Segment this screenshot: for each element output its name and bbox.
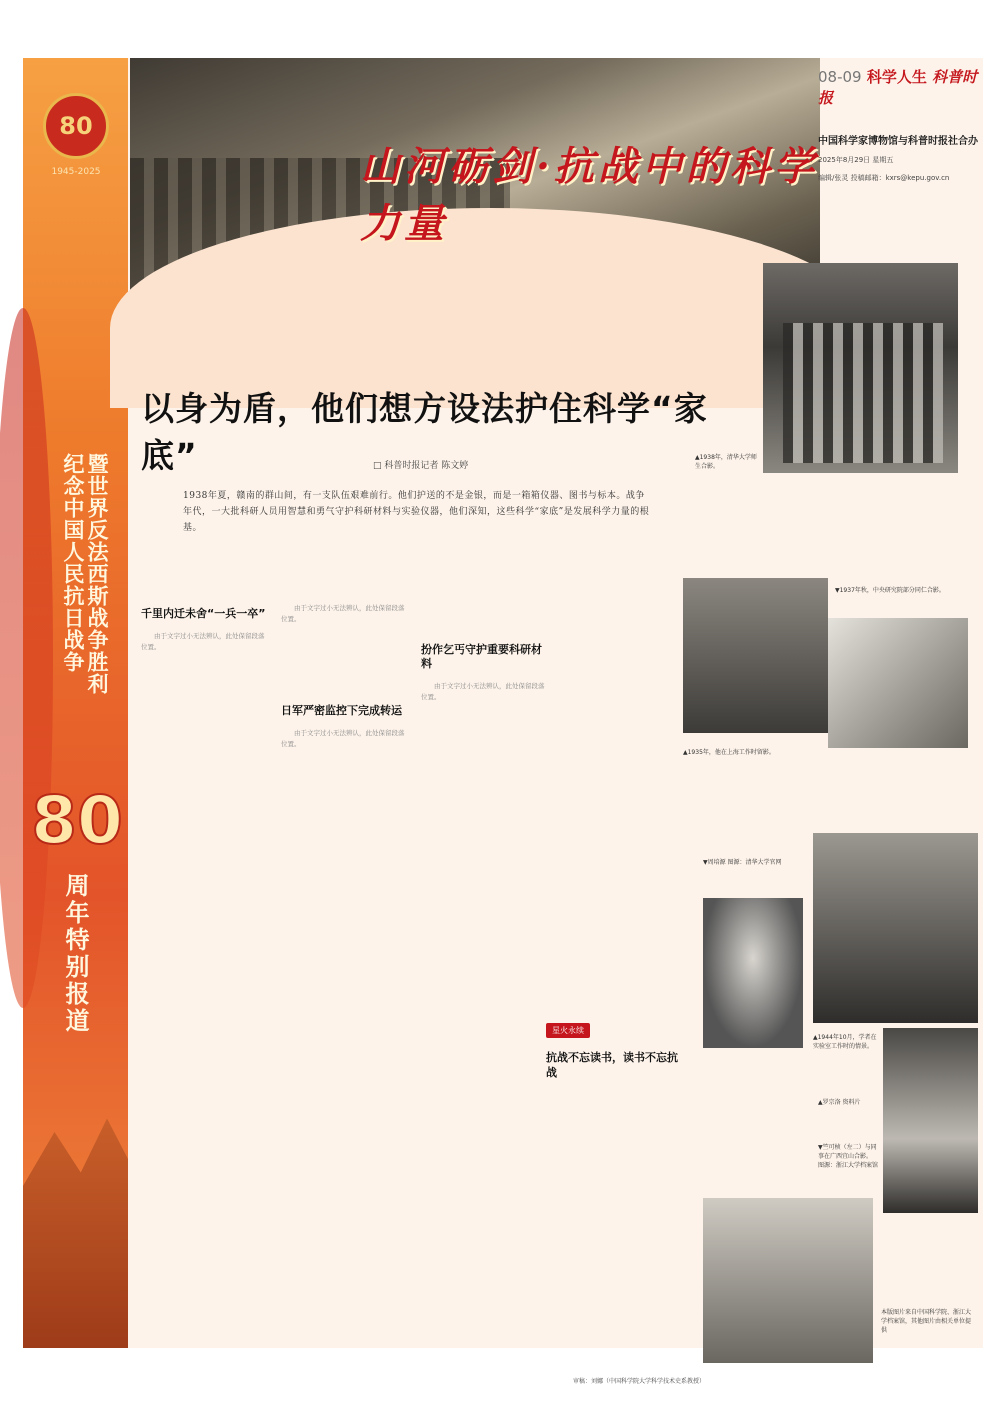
badge-years: 1945-2025 bbox=[51, 167, 101, 177]
badge-emblem bbox=[43, 93, 109, 159]
photo-figures bbox=[783, 323, 943, 463]
lead-paragraph: 1938年夏，赣南的群山间，有一支队伍艰难前行。他们护送的不是金银，而是一箱箱仪器、图书与标本。战争年代，一大批科研人员用智慧和勇气守护科研材料与实验仪器，他们深知，这些科学“家底”是发展科学力量的根基。 bbox=[183, 491, 650, 533]
editor-line: 编辑/张灵 投稿邮箱：kxrs@kepu.gov.cn bbox=[818, 174, 950, 182]
banner-line-2: 暨世界反法西斯战争胜利 bbox=[85, 453, 109, 695]
photo-portrait-scientist bbox=[828, 618, 968, 748]
photo-caption: ▼周培源 图源：清华大学官网 bbox=[703, 859, 782, 866]
photo-group-1938 bbox=[763, 263, 958, 473]
photo-portrait-luo bbox=[883, 1028, 978, 1213]
side-column bbox=[546, 1018, 682, 1080]
left-banner bbox=[23, 58, 128, 1348]
photo-caption: ▼竺可桢（左二）与同事在广西宜山合影。 图源：浙江大学档案馆 bbox=[818, 1144, 879, 1169]
photo-caption: ▲罗宗洛 资料片 bbox=[818, 1099, 861, 1106]
section-name: 科学人生 bbox=[866, 68, 927, 86]
photo-group-zhejiang bbox=[703, 1198, 873, 1363]
date-line: 2025年8月29日 星期五 bbox=[818, 156, 894, 164]
photo-portrait-zhou bbox=[703, 898, 803, 1048]
headline: 以身为盾，他们想方设法护住科学“家底” bbox=[141, 389, 708, 475]
photo-caption: ▲1935年，他在上海工作时留影。 bbox=[683, 749, 775, 756]
article-body bbox=[141, 603, 701, 1343]
sponsor-line: 中国科学家博物馆与科普时报社合办 bbox=[818, 136, 978, 147]
anniversary-badge bbox=[43, 93, 109, 243]
page-section-line bbox=[818, 66, 983, 108]
body-paragraph: 由于文字过小无法辨认，此处保留段落位置。 bbox=[421, 682, 545, 701]
banner-report: 周年特别报道 bbox=[61, 873, 89, 1035]
photo-caption: ▲1944年10月，学者在实验室工作时的情景。 bbox=[813, 1034, 877, 1050]
page-header bbox=[818, 66, 983, 183]
article-column-2 bbox=[281, 603, 409, 751]
side-title: 抗战不忘读书，读书不忘抗战 bbox=[546, 1051, 678, 1079]
article-column-1 bbox=[141, 603, 269, 654]
banner-title: 山河砺剑·抗战中的科学力量 bbox=[360, 143, 818, 247]
banner-80: 80 bbox=[31, 782, 123, 859]
ribbon-decoration bbox=[0, 308, 53, 1008]
section-heading: 千里内迁未舍“一兵一卒” bbox=[141, 607, 266, 620]
page-number: 08-09 bbox=[818, 68, 862, 86]
banner-line-1: 纪念中国人民抗日战争 bbox=[61, 453, 85, 673]
byline: □ 科普时报记者 陈文婷 bbox=[373, 461, 469, 471]
photo-caption: ▲1938年，清华大学师生合影。 bbox=[695, 454, 757, 470]
newspaper-page bbox=[23, 58, 983, 1385]
great-wall-illustration bbox=[23, 1078, 128, 1348]
page-footer: 审稿：刘娜（中国科学院大学科学技术史系教授） bbox=[573, 1378, 706, 1385]
photo-caption: ▼1937年秋，中央研究院部分同仁合影。 bbox=[835, 587, 945, 594]
brand-logo: 科普时报 bbox=[818, 68, 978, 107]
photo-credits: 本版图片来自中国科学院、浙江大学档案馆，其他图片由相关单位提供 bbox=[881, 1309, 972, 1334]
banner-photo bbox=[130, 58, 820, 298]
badge-number: 80 bbox=[59, 112, 93, 140]
body-paragraph: 由于文字过小无法辨认，此处保留段落位置。 bbox=[281, 604, 405, 623]
article-column-3 bbox=[421, 603, 549, 704]
side-tag: 星火永续 bbox=[546, 1023, 590, 1038]
section-heading: 扮作乞丐守护重要科研材料 bbox=[421, 643, 542, 670]
photo-laboratory bbox=[813, 833, 978, 1023]
body-paragraph: 由于文字过小无法辨认，此处保留段落位置。 bbox=[281, 729, 405, 748]
body-paragraph: 由于文字过小无法辨认，此处保留段落位置。 bbox=[141, 632, 265, 651]
photo-group-1937 bbox=[683, 578, 828, 733]
section-heading: 日军严密监控下完成转运 bbox=[281, 704, 402, 717]
